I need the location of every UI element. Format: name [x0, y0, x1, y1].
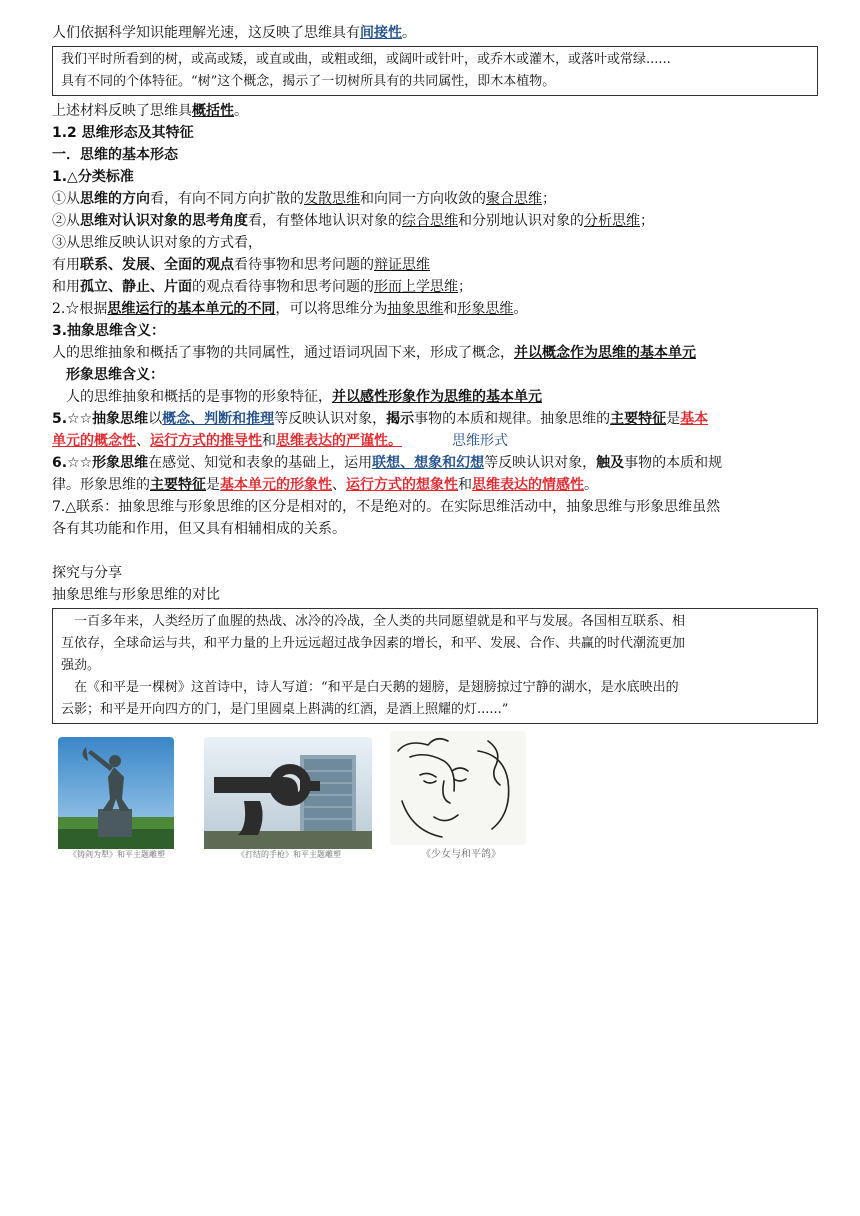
- caption-sculpture-2: 《打结的手枪》和平主题雕塑: [237, 850, 341, 859]
- section-heading-basic-forms: 一．思维的基本形态: [52, 147, 178, 163]
- sculpture-sword-plowshare-image: [52, 737, 182, 860]
- paragraph-indirectness: 人们依据科学知识能理解光速，这反映了思维具有间接性。: [52, 25, 416, 41]
- item-5-abstract-thinking: 5.☆☆抽象思维以概念、判断和推理等反映认识对象，揭示事物的本质和规律。抽象思维的主要特征是基本 单元的概念性、运行方式的推导性和思维表达的严谨性。 思维形式: [52, 411, 709, 449]
- document-page: [52, 22, 820, 860]
- item-3-heading: 3.抽象思维含义：: [52, 323, 166, 339]
- dialectical-thinking-line: 有用联系、发展、全面的观点看待事物和思考问题的辩证思维: [52, 257, 430, 273]
- item-6-image-thinking: 6.☆☆形象思维在感觉、知觉和表象的基础上，运用联想、想象和幻想等反映认识对象，触及事物的本质和规 律。形象思维的主要特征是基本单元的形象性、运行方式的想象性和思维表达的情感性。: [52, 455, 723, 493]
- metaphysical-thinking-line: 和用孤立、静止、片面的观点看待事物和思考问题的形而上学思维；: [52, 279, 472, 295]
- section-heading-1-2: 1.2 思维形态及其特征: [52, 125, 194, 141]
- explore-share-subtitle: 抽象思维与形象思维的对比: [52, 587, 220, 603]
- thinking-form-note: 思维形式: [452, 433, 508, 449]
- subheading-classification: 1.△分类标准: [52, 169, 134, 185]
- image-row: [52, 728, 820, 860]
- girl-and-peace-dove-drawing: [386, 731, 536, 860]
- paragraph-generality: 上述材料反映了思维具概括性。: [52, 103, 248, 119]
- item-7-relation: 7.△联系：抽象思维与形象思维的区分是相对的，不是绝对的。在实际思维活动中，抽象思维与形象思维虽然 各有其功能和作用，但又具有相辅相成的关系。: [52, 499, 721, 537]
- abstract-thinking-definition: 人的思维抽象和概括了事物的共同属性，通过语词巩固下来，形成了概念，并以概念作为思维的基本单元: [52, 345, 696, 361]
- classification-direction: ①从思维的方向看，有向不同方向扩散的发散思维和向同一方向收敛的聚合思维；: [52, 191, 556, 207]
- image-thinking-definition: 人的思维抽象和概括的是事物的形象特征，并以感性形象作为思维的基本单元: [66, 389, 542, 405]
- knotted-gun-image: [194, 737, 384, 860]
- image-thinking-heading: 形象思维含义：: [66, 367, 164, 383]
- explore-share-title: 探究与分享: [52, 565, 122, 581]
- caption-sculpture-1: 《铸剑为犁》和平主题雕塑: [69, 850, 165, 859]
- term-indirectness: 间接性: [360, 25, 402, 41]
- classification-method: ③从思维反映认识对象的方式看，: [52, 235, 262, 251]
- item-2-basic-unit: 2.☆根据思维运行的基本单元的不同，可以将思维分为抽象思维和形象思维。: [52, 301, 528, 317]
- caption-drawing: 《少女与和平鸽》: [421, 849, 501, 860]
- material-box-peace: 一百多年来，人类经历了血腥的热战、冰冷的冷战，全人类的共同愿望就是和平与发展。各国相互联系、相 互依存，全球命运与共，和平力量的上升远远超过战争因素的增长，和平、发展、合作、共赢的时代潮流更加 强劲。 在《和平是一棵树》这首诗中，诗人写道：“和平是白天鹅的翅膀，是翅膀掠过宁静的湖水，是水底映出的 云影；和平是开向四方的门，是门里圆桌上斟满的红酒，是酒上照耀的灯......”: [52, 608, 818, 724]
- material-box-tree: 我们平时所看到的树，或高或矮，或直或曲，或粗或细，或阔叶或针叶，或乔木或灌木，或落叶或常绿...... 具有不同的个体特征。“树”这个概念，揭示了一切树所具有的共同属性，即木本植物。: [52, 46, 818, 96]
- classification-angle: ②从思维对认识对象的思考角度看，有整体地认识对象的综合思维和分别地认识对象的分析思维；: [52, 213, 654, 229]
- term-generality: 概括性: [192, 103, 234, 119]
